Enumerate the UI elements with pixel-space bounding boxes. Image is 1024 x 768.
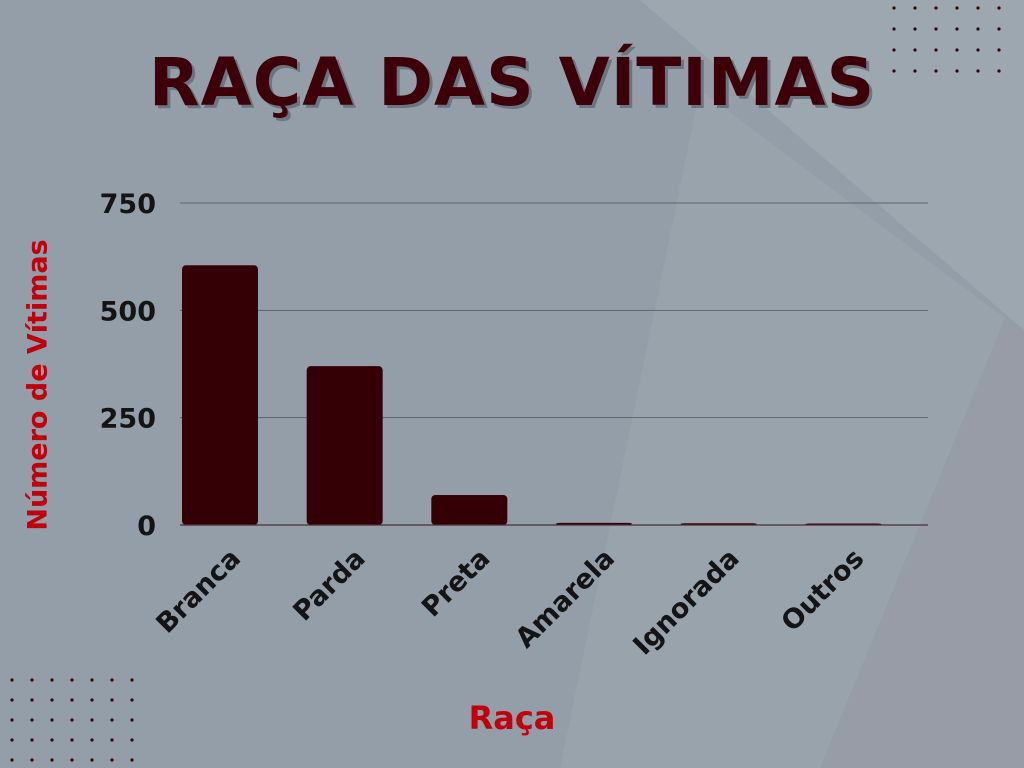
x-tick-label: Amarela xyxy=(509,543,621,655)
bar-parda xyxy=(307,366,383,525)
y-axis-title: Número de Vítimas xyxy=(22,239,54,531)
y-tick-label: 750 xyxy=(99,189,156,220)
x-axis-title: Raça xyxy=(468,699,556,737)
x-tick-label: Branca xyxy=(150,543,247,640)
y-tick-label: 250 xyxy=(99,403,156,435)
bar-branca xyxy=(182,265,258,525)
x-tick-label: Ignorada xyxy=(627,543,746,662)
y-tick-label: 500 xyxy=(99,296,156,328)
bar-preta xyxy=(431,495,507,525)
chart-title: RAÇA DAS VÍTIMAS xyxy=(148,44,876,121)
x-tick-label: Preta xyxy=(415,543,497,624)
x-tick-label: Outros xyxy=(775,543,871,638)
x-tick-label: Parda xyxy=(287,543,372,628)
y-tick-label: 0 xyxy=(137,511,156,542)
